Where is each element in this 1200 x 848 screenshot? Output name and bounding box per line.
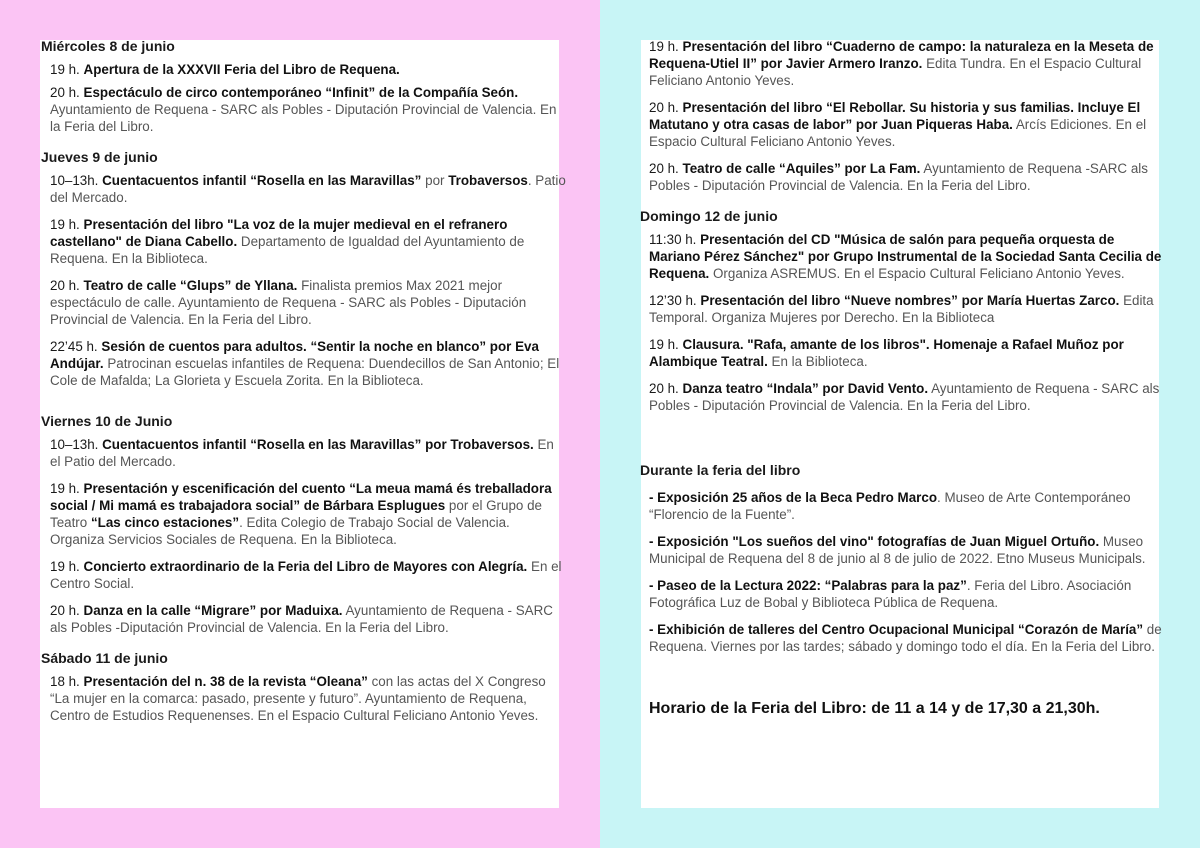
fair-hours: Horario de la Feria del Libro: de 11 a 14 y de 17,30 a 21,30h. bbox=[649, 700, 1100, 717]
event-item: 10–13h. Cuentacuentos infantil “Rosella en las Maravillas” por Trobaversos. En el Patio del Mercado. bbox=[50, 437, 554, 469]
event-item: 20 h. Teatro de calle “Aquiles” por La Fam. Ayuntamiento de Requena -SARC als Pobles - Diputación Provincial de Valencia. En la Feria del Libro. bbox=[649, 161, 1148, 193]
left-column bbox=[41, 38, 567, 724]
event-item: 20 h. Danza en la calle “Migrare” por Maduixa. Ayuntamiento de Requena - SARC als Pobles -Diputación Provincial de Valencia. En la Feria del Libro. bbox=[50, 603, 553, 635]
exhibit-item: - Exhibición de talleres del Centro Ocupacional Municipal “Corazón de María” de Requena. Viernes por las tardes; sábado y domingo todo el día. En la Feria del Libro. bbox=[649, 622, 1162, 654]
event-item: 19 h. Presentación del libro "La voz de la mujer medieval en el refranero castellano" de Diana Cabello. Departamento de Igualdad del Ayuntamiento de Requena. En la Biblioteca. bbox=[50, 217, 525, 266]
day-heading: Miércoles 8 de junio bbox=[41, 38, 175, 54]
event-item: 20 h. Danza teatro “Indala” por David Vento. Ayuntamiento de Requena - SARC als Pobles - Diputación Provincial de Valencia. En la Feria del Libro. bbox=[649, 381, 1160, 413]
day-heading: Jueves 9 de junio bbox=[41, 149, 158, 165]
right-column bbox=[640, 38, 1168, 719]
event-item: 12’30 h. Presentación del libro “Nueve nombres” por María Huertas Zarco. Edita Temporal. Organiza Mujeres por Derecho. En la Biblioteca bbox=[649, 293, 1154, 325]
day-heading: Domingo 12 de junio bbox=[640, 208, 778, 224]
event-item: 22’45 h. Sesión de cuentos para adultos. “Sentir la noche en blanco” por Eva Andújar. Patrocinan escuelas infantiles de Requena: Duendecillos de San Antonio; El Cole de Mafalda; La Glorieta y Escuela Zorita. En la Biblioteca. bbox=[50, 339, 560, 388]
exhibit-item: - Exposición "Los sueños del vino" fotografías de Juan Miguel Ortuño. Museo Municipal de Requena del 8 de junio al 8 de julio de 2022. Etno Museus Municipals. bbox=[649, 534, 1146, 566]
day-heading: Sábado 11 de junio bbox=[41, 650, 168, 666]
event-item: 20 h. Espectáculo de circo contemporáneo “Infinit” de la Compañía Seón. Ayuntamiento de Requena - SARC als Pobles - Diputación Provincial de Valencia. En la Feria del Libro. bbox=[50, 85, 557, 134]
exhibit-item: - Paseo de la Lectura 2022: “Palabras para la paz”. Feria del Libro. Asociación Fotográfica Luz de Bobal y Biblioteca Pública de Requena. bbox=[649, 578, 1132, 610]
section-heading: Durante la feria del libro bbox=[640, 462, 801, 478]
day-heading: Viernes 10 de Junio bbox=[41, 413, 173, 429]
event-item: 19 h. Clausura. "Rafa, amante de los libros". Homenaje a Rafael Muñoz por Alambique Teatral. En la Biblioteca. bbox=[649, 337, 1124, 369]
event-item: 11:30 h. Presentación del CD "Música de salón para pequeña orquesta de Mariano Pérez Sánchez" por Grupo Instrumental de la Sociedad Santa Cecilia de Requena. Organiza ASREMUS. En el Espacio Cultural Feliciano Antonio Yeves. bbox=[649, 232, 1162, 281]
event-item: 20 h. Presentación del libro “El Rebollar. Su historia y sus familias. Incluye El Matutano y otra casas de labor” por Juan Piqueras Haba. Arcís Ediciones. En el Espacio Cultural Feliciano Antonio Yeves. bbox=[649, 100, 1147, 149]
event-item: 10–13h. Cuentacuentos infantil “Rosella en las Maravillas” por Trobaversos. Patio del Mercado. bbox=[50, 173, 566, 205]
event-item: 19 h. Apertura de la XXXVII Feria del Libro de Requena. bbox=[50, 62, 400, 77]
exhibit-item: - Exposición 25 años de la Beca Pedro Marco. Museo de Arte Contemporáneo “Florencio de la Fuente”. bbox=[649, 490, 1131, 522]
event-item: 19 h. Concierto extraordinario de la Feria del Libro de Mayores con Alegría. En el Centro Social. bbox=[50, 559, 562, 591]
event-item: 18 h. Presentación del n. 38 de la revista “Oleana” con las actas del X Congreso “La mujer en la comarca: pasado, presente y futuro”. Ayuntamiento de Requena, Centro de Estudios Requenenses. En el Espacio Cultural Feliciano Antonio Yeves. bbox=[50, 674, 546, 723]
event-item: 20 h. Teatro de calle “Glups” de Yllana. Finalista premios Max 2021 mejor espectáculo de calle. Ayuntamiento de Requena - SARC als Pobles - Diputación Provincial de Valencia. En la Feria del Libro. bbox=[50, 278, 527, 327]
event-item: 19 h. Presentación y escenificación del cuento “La meua mamá és treballadora social / Mi mamá es trabajadora social” de Bárbara Esplugues por el Grupo de Teatro “Las cinco estaciones”. Edita Colegio de Trabajo Social de Valencia. Organiza Servicios Sociales de Requena. En la Biblioteca. bbox=[50, 481, 552, 547]
event-item: 19 h. Presentación del libro “Cuaderno de campo: la naturaleza en la Meseta de Requena-Utiel II” por Javier Armero Iranzo. Edita Tundra. En el Espacio Cultural Feliciano Antonio Yeves. bbox=[649, 39, 1154, 88]
